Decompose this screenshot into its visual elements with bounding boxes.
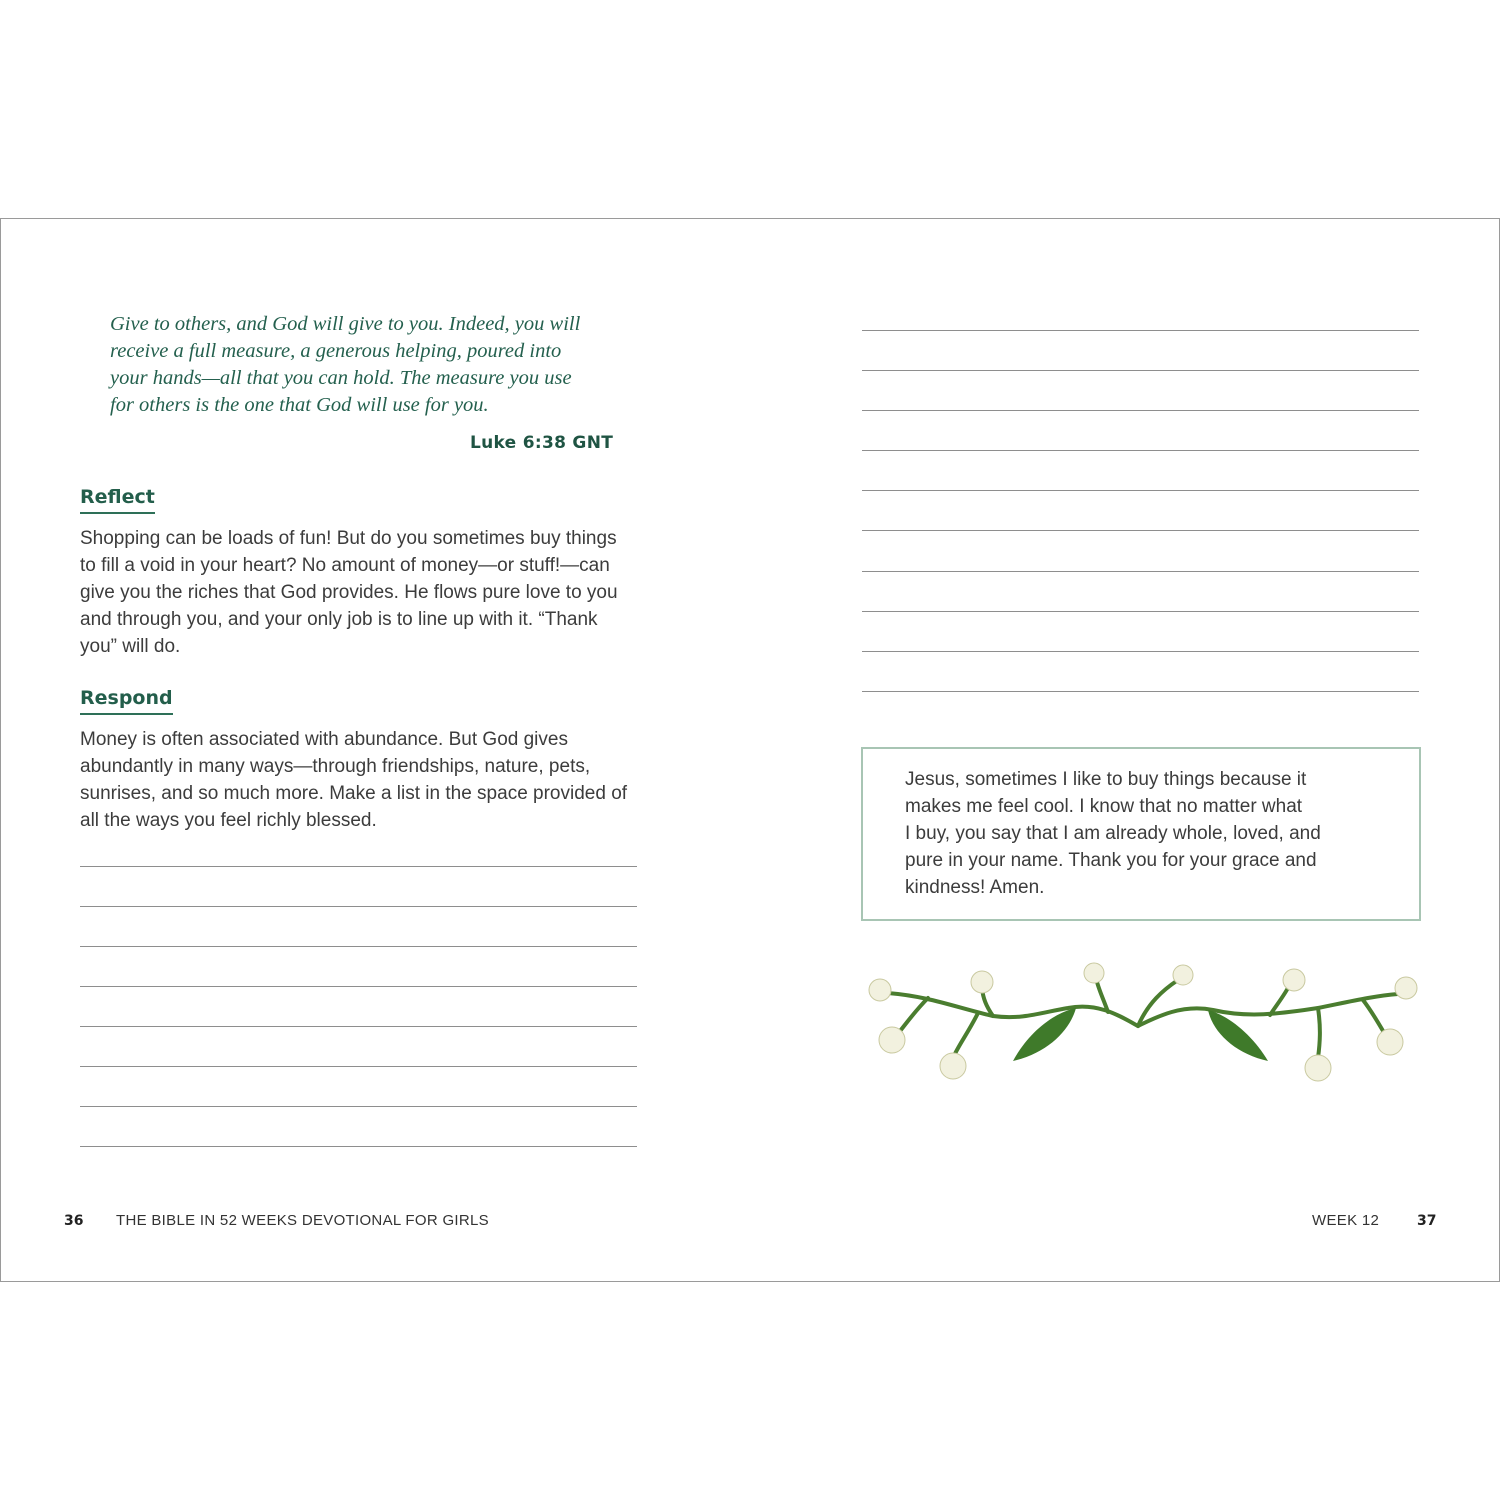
respond-heading: Respond bbox=[80, 687, 173, 715]
scripture-line: for others is the one that God will use for you. bbox=[110, 394, 489, 416]
writing-line bbox=[862, 611, 1419, 612]
prayer-line: Jesus, sometimes I like to buy things because it bbox=[905, 769, 1307, 790]
prayer-line: kindness! Amen. bbox=[905, 877, 1045, 898]
scripture-line: your hands—all that you can hold. The measure you use bbox=[110, 367, 572, 389]
writing-line bbox=[80, 906, 637, 907]
running-title: THE BIBLE IN 52 WEEKS DEVOTIONAL FOR GIRLS bbox=[116, 1212, 489, 1229]
respond-line: sunrises, and so much more. Make a list in the space provided of bbox=[80, 783, 628, 804]
respond-line: Money is often associated with abundance. But God gives bbox=[80, 729, 568, 750]
writing-line bbox=[80, 1146, 637, 1147]
reflect-line: and through you, and your only job is to line up with it. “Thank bbox=[80, 609, 598, 630]
writing-line bbox=[862, 530, 1419, 531]
respond-paragraph bbox=[80, 726, 627, 834]
respond-line: all the ways you feel richly blessed. bbox=[80, 810, 377, 831]
prayer-text bbox=[905, 766, 1321, 901]
page-number-right: 37 bbox=[1417, 1213, 1437, 1229]
writing-line bbox=[80, 986, 637, 987]
floral-vine-illustration bbox=[858, 958, 1428, 1093]
writing-line bbox=[862, 410, 1419, 411]
writing-line bbox=[862, 490, 1419, 491]
writing-line bbox=[862, 450, 1419, 451]
prayer-line: pure in your name. Thank you for your grace and bbox=[905, 850, 1317, 871]
writing-line bbox=[862, 571, 1419, 572]
writing-line bbox=[862, 691, 1419, 692]
reflect-line: Shopping can be loads of fun! But do you sometimes buy things bbox=[80, 528, 617, 549]
writing-line bbox=[80, 1066, 637, 1067]
writing-line bbox=[80, 946, 637, 947]
reflect-line: give you the riches that God provides. He flows pure love to you bbox=[80, 582, 618, 603]
scripture-quote bbox=[110, 311, 610, 419]
leaf-shape bbox=[1208, 1010, 1268, 1061]
reflect-heading: Reflect bbox=[80, 486, 155, 514]
reflect-paragraph bbox=[80, 525, 618, 660]
reflect-line: you” will do. bbox=[80, 636, 181, 657]
writing-line bbox=[80, 866, 637, 867]
scripture-line: receive a full measure, a generous helping, poured into bbox=[110, 340, 562, 362]
writing-line bbox=[80, 1026, 637, 1027]
prayer-line: I buy, you say that I am already whole, loved, and bbox=[905, 823, 1321, 844]
prayer-line: makes me feel cool. I know that no matter what bbox=[905, 796, 1303, 817]
respond-line: abundantly in many ways—through friendships, nature, pets, bbox=[80, 756, 591, 777]
writing-line bbox=[862, 370, 1419, 371]
scripture-line: Give to others, and God will give to you. Indeed, you will bbox=[110, 313, 581, 335]
week-label: WEEK 12 bbox=[1312, 1212, 1380, 1229]
page-number-left: 36 bbox=[64, 1213, 84, 1229]
reflect-line: to fill a void in your heart? No amount of money—or stuff!—can bbox=[80, 555, 610, 576]
writing-line bbox=[80, 1106, 637, 1107]
writing-line bbox=[862, 330, 1419, 331]
scripture-citation: Luke 6:38 GNT bbox=[470, 433, 614, 453]
writing-line bbox=[862, 651, 1419, 652]
